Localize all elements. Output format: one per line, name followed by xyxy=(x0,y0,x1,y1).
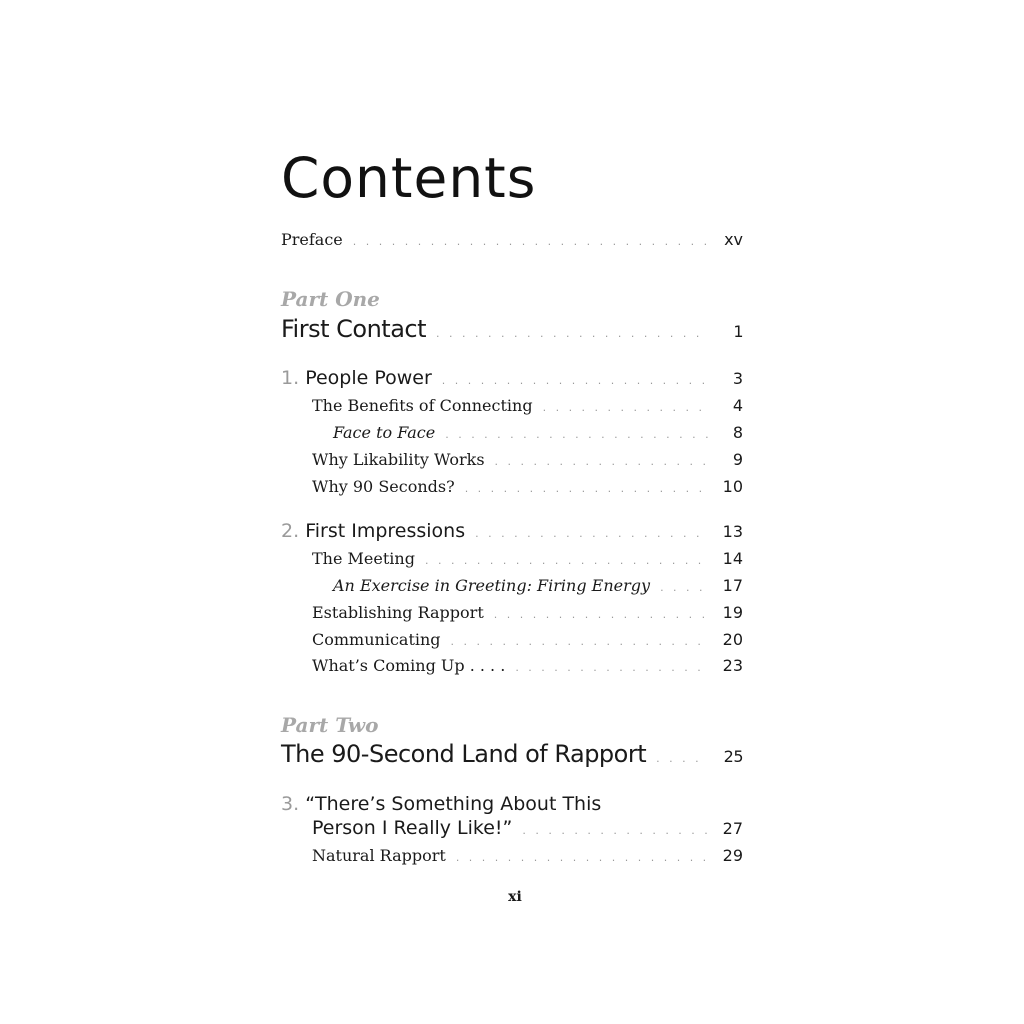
toc-entry-page: 10 xyxy=(722,477,743,496)
chapter-number: 3. xyxy=(281,793,300,815)
toc-chapter-3 xyxy=(312,817,743,839)
dot-leader xyxy=(451,635,709,648)
toc-entry xyxy=(312,477,743,496)
toc-entry-label: Establishing Rapport xyxy=(312,603,484,622)
dot-leader xyxy=(656,752,709,765)
toc-entry-page: 19 xyxy=(722,603,743,622)
toc-entry xyxy=(312,630,743,649)
toc-entry xyxy=(312,549,743,568)
part-title: First Contact xyxy=(281,315,427,343)
dot-leader xyxy=(442,374,709,387)
toc-chapter-2 xyxy=(281,520,743,542)
toc-chapter-1 xyxy=(281,367,743,389)
toc-entry-page: 20 xyxy=(722,630,743,649)
dot-leader xyxy=(494,608,709,621)
dot-leader xyxy=(465,482,709,495)
toc-entry-label: Why 90 Seconds? xyxy=(312,477,455,496)
dot-leader xyxy=(475,527,709,540)
toc-entry-page: 29 xyxy=(722,846,743,865)
chapter-title-line1: “There’s Something About This xyxy=(305,793,602,815)
toc-entry-page: 4 xyxy=(732,396,743,415)
toc-entry-preface xyxy=(281,230,743,249)
toc-entry-label: The Benefits of Connecting xyxy=(312,396,533,415)
toc-entry-label: What’s Coming Up . . . . xyxy=(312,656,506,675)
dot-leader xyxy=(522,824,709,837)
toc-part-one-title xyxy=(281,315,743,343)
dot-leader xyxy=(456,851,709,864)
chapter-title-line2: Person I Really Like!” xyxy=(312,817,513,839)
toc-entry xyxy=(312,450,743,469)
toc-entry-page: 9 xyxy=(732,450,743,469)
toc-entry xyxy=(333,423,743,442)
toc-entry-label: The Meeting xyxy=(312,549,415,568)
dot-leader xyxy=(445,428,709,441)
toc-entry xyxy=(312,656,743,675)
toc-entry-label: An Exercise in Greeting: Firing Energy xyxy=(333,576,651,595)
toc-entry xyxy=(312,603,743,622)
dot-leader xyxy=(495,455,709,468)
part-one-label: Part One xyxy=(281,287,380,311)
dot-leader xyxy=(515,661,709,674)
dot-leader xyxy=(436,327,709,340)
toc-entry-page: 8 xyxy=(732,423,743,442)
toc-entry xyxy=(312,396,743,415)
toc-entry-page: xv xyxy=(724,230,743,249)
toc-entry-page: 14 xyxy=(722,549,743,568)
toc-entry xyxy=(333,576,743,595)
toc-entry-label: Preface xyxy=(281,230,343,249)
dot-leader xyxy=(543,401,709,414)
page-number: xi xyxy=(508,889,522,905)
chapter-number: 1. xyxy=(281,367,300,389)
toc-entry-page: 17 xyxy=(722,576,743,595)
chapter-number: 2. xyxy=(281,520,300,542)
chapter-title: People Power xyxy=(305,367,432,389)
toc-entry-label: Face to Face xyxy=(333,423,436,442)
toc-entry-label: Communicating xyxy=(312,630,441,649)
toc-entry-page: 27 xyxy=(722,819,743,838)
toc-entry-page: 23 xyxy=(722,656,743,675)
toc-entry xyxy=(312,846,743,865)
toc-entry-page: 1 xyxy=(733,322,743,341)
dot-leader xyxy=(425,554,709,567)
part-title: The 90-Second Land of Rapport xyxy=(281,740,647,768)
toc-entry-page: 13 xyxy=(722,522,743,541)
toc-entry-page: 3 xyxy=(732,369,743,388)
dot-leader xyxy=(353,235,709,248)
toc-entry-label: Natural Rapport xyxy=(312,846,446,865)
toc-chapter-3-line1 xyxy=(281,793,601,815)
dot-leader xyxy=(660,581,709,594)
chapter-title: First Impressions xyxy=(305,520,466,542)
part-two-label: Part Two xyxy=(281,713,379,737)
page-title: Contents xyxy=(281,146,537,210)
toc-entry-page: 25 xyxy=(723,747,743,766)
toc-part-two-title xyxy=(281,740,743,768)
toc-entry-label: Why Likability Works xyxy=(312,450,485,469)
